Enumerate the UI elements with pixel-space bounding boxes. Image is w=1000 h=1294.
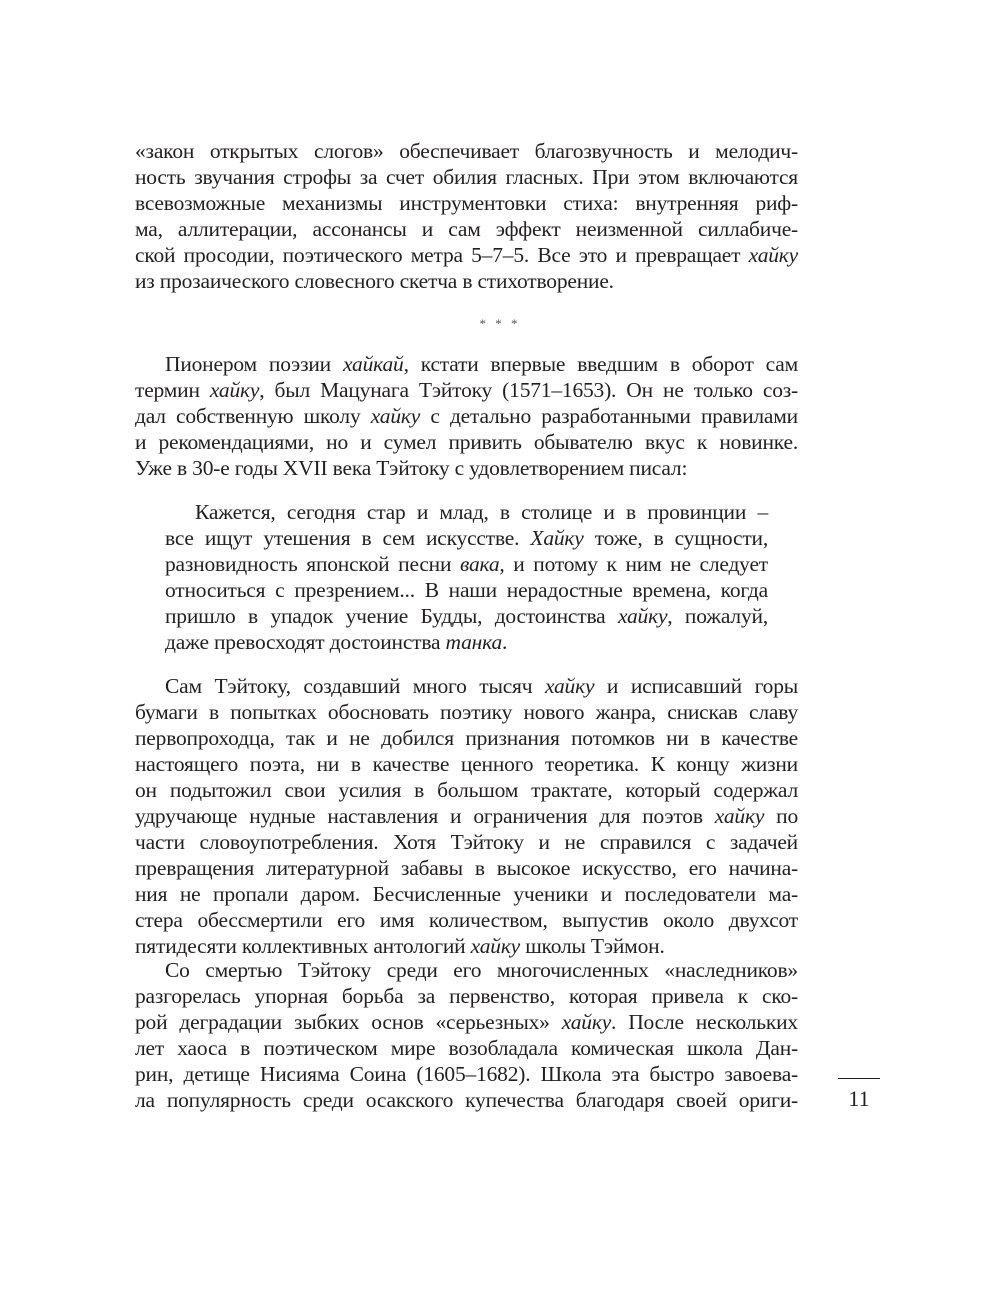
text-line xyxy=(135,242,798,268)
text-run: относиться с презрением... В наши нерадостные времена, когда xyxy=(165,578,768,602)
text-run: все ищут утешения в сем искусстве. xyxy=(165,526,531,550)
text-line xyxy=(135,1009,798,1035)
text-run: ность звучания строфы за счет обилия гласных. При этом включаются xyxy=(135,165,798,189)
text-run: части словоупотребления. Хотя Тэйтоку и не справился с задачей xyxy=(135,830,798,854)
text-run: всевозможные механизмы инструментовки стиха: внутренняя риф- xyxy=(135,191,798,215)
text-line xyxy=(135,1061,798,1087)
italic-term: хайку xyxy=(714,804,765,828)
paragraph-4 xyxy=(135,957,798,1113)
text-run: первопроходца, так и не добился признания потомков ни в качестве xyxy=(135,726,798,750)
text-line xyxy=(135,803,798,829)
text-run: пятидесяти коллективных антологий xyxy=(135,934,471,958)
text-run: ла популярность среди осакского купечества благодаря своей ориги- xyxy=(135,1088,798,1112)
text-run: лет хаоса в поэтическом мире возобладала комическая школа Дан- xyxy=(135,1036,798,1060)
paragraph-2 xyxy=(135,351,798,481)
text-run: . После нескольких xyxy=(611,1010,798,1034)
text-run: разгорелась упорная борьба за первенство, которая привела к ско- xyxy=(135,984,798,1008)
text-run: Уже в 30-е годы XVII века Тэйтоку с удовлетворением писал: xyxy=(135,456,688,480)
text-run: «закон открытых слогов» обеспечивает благозвучность и мелодич- xyxy=(135,139,798,163)
text-line xyxy=(135,957,798,983)
text-line xyxy=(135,455,798,481)
italic-term: хайку xyxy=(544,674,595,698)
text-line xyxy=(135,673,798,699)
paragraph-1 xyxy=(135,138,798,294)
text-run: Сам Тэйтоку, создавший много тысяч xyxy=(165,674,545,698)
text-line xyxy=(135,699,798,725)
text-run: бумаги в попытках обосновать поэтику нового жанра, снискав славу xyxy=(135,700,798,724)
italic-term: хайку xyxy=(617,604,668,628)
text-line xyxy=(135,1035,798,1061)
paragraph-3 xyxy=(135,673,798,959)
text-line xyxy=(135,751,798,777)
text-run: пришло в упадок учение Будды, достоинства xyxy=(165,604,618,628)
text-line xyxy=(135,829,798,855)
text-run: настоящего поэта, ни в качестве ценного теоретика. К концу жизни xyxy=(135,752,798,776)
text-line xyxy=(135,881,798,907)
text-run: , был Мацунага Тэйтоку (1571–1653). Он не только соз- xyxy=(259,378,798,402)
text-run: разновидность японской песни xyxy=(165,552,460,576)
text-line xyxy=(165,525,768,551)
text-run: с детально разработанными правилами xyxy=(420,404,798,428)
text-line xyxy=(135,268,798,294)
text-line xyxy=(165,551,768,577)
text-run: школы Тэймон. xyxy=(520,934,665,958)
text-line xyxy=(165,629,768,655)
text-run: ния не пропали даром. Бесчисленные ученики и последователи ма- xyxy=(135,882,798,906)
text-run: ской просодии, поэтического метра 5–7–5. Все это и превращает xyxy=(135,243,749,267)
italic-term: хайку xyxy=(209,378,260,402)
italic-term: хайку xyxy=(561,1010,612,1034)
text-run: по xyxy=(764,804,799,828)
italic-term: Хайку xyxy=(530,526,584,550)
text-line xyxy=(165,577,768,603)
text-run: термин xyxy=(135,378,210,402)
italic-term: хайкай xyxy=(342,352,404,376)
text-line xyxy=(165,499,768,525)
text-line xyxy=(135,933,798,959)
text-line xyxy=(135,725,798,751)
text-run: Кажется, сегодня стар и млад, в столице и в провинции – xyxy=(195,500,768,524)
text-run: рой деградации зыбких основ «серьезных» xyxy=(135,1010,562,1034)
section-separator: * * * xyxy=(479,316,521,331)
text-line xyxy=(135,190,798,216)
text-run: и исписавший горы xyxy=(594,674,798,698)
text-line xyxy=(135,983,798,1009)
text-run: дал собственную школу xyxy=(135,404,371,428)
text-run: рин, детище Нисияма Соина (1605–1682). Школа эта быстро завоева- xyxy=(135,1062,798,1086)
italic-term: хайку xyxy=(370,404,421,428)
block-quote xyxy=(165,499,768,655)
text-line xyxy=(135,907,798,933)
italic-term: хайку xyxy=(748,243,798,267)
page-number: 11 xyxy=(848,1086,870,1111)
text-run: тоже, в сущности, xyxy=(583,526,768,550)
text-run: , пожалуй, xyxy=(667,604,768,628)
text-run: ма, аллитерации, ассонансы и сам эффект неизменной силлабиче- xyxy=(135,217,798,241)
text-line xyxy=(135,377,798,403)
text-line xyxy=(135,138,798,164)
text-run: , и потому к ним не следует xyxy=(499,552,768,576)
text-run: даже превосходят достоинства xyxy=(165,630,446,654)
text-line xyxy=(135,855,798,881)
text-run: Пионером поэзии xyxy=(165,352,343,376)
text-run: и рекомендациями, но и сумел привить обывателю вкус к новинке. xyxy=(135,430,798,454)
text-run: превращения литературной забавы в высокое искусство, его начина- xyxy=(135,856,798,880)
text-run: из прозаического словесного скетча в стихотворение. xyxy=(135,269,614,293)
page-number-rule xyxy=(838,1078,880,1079)
text-line xyxy=(135,777,798,803)
text-run: . xyxy=(502,630,508,654)
text-line xyxy=(135,164,798,190)
italic-term: хайку xyxy=(470,934,521,958)
text-line xyxy=(135,216,798,242)
text-run: , кстати впервые введшим в оборот сам xyxy=(403,352,798,376)
text-run: он подытожил свои усилия в большом трактате, который содержал xyxy=(135,778,798,802)
text-run: стера обессмертили его имя количеством, выпустив около двухсот xyxy=(135,908,798,932)
text-line xyxy=(135,351,798,377)
text-line xyxy=(135,403,798,429)
italic-term: вака xyxy=(459,552,500,576)
text-line xyxy=(135,1087,798,1113)
text-run: Со смертью Тэйтоку среди его многочисленных «наследников» xyxy=(165,958,798,982)
text-line xyxy=(135,429,798,455)
text-run: удручающе нудные наставления и ограничения для поэтов xyxy=(135,804,715,828)
text-line xyxy=(165,603,768,629)
italic-term: танка xyxy=(445,630,503,654)
